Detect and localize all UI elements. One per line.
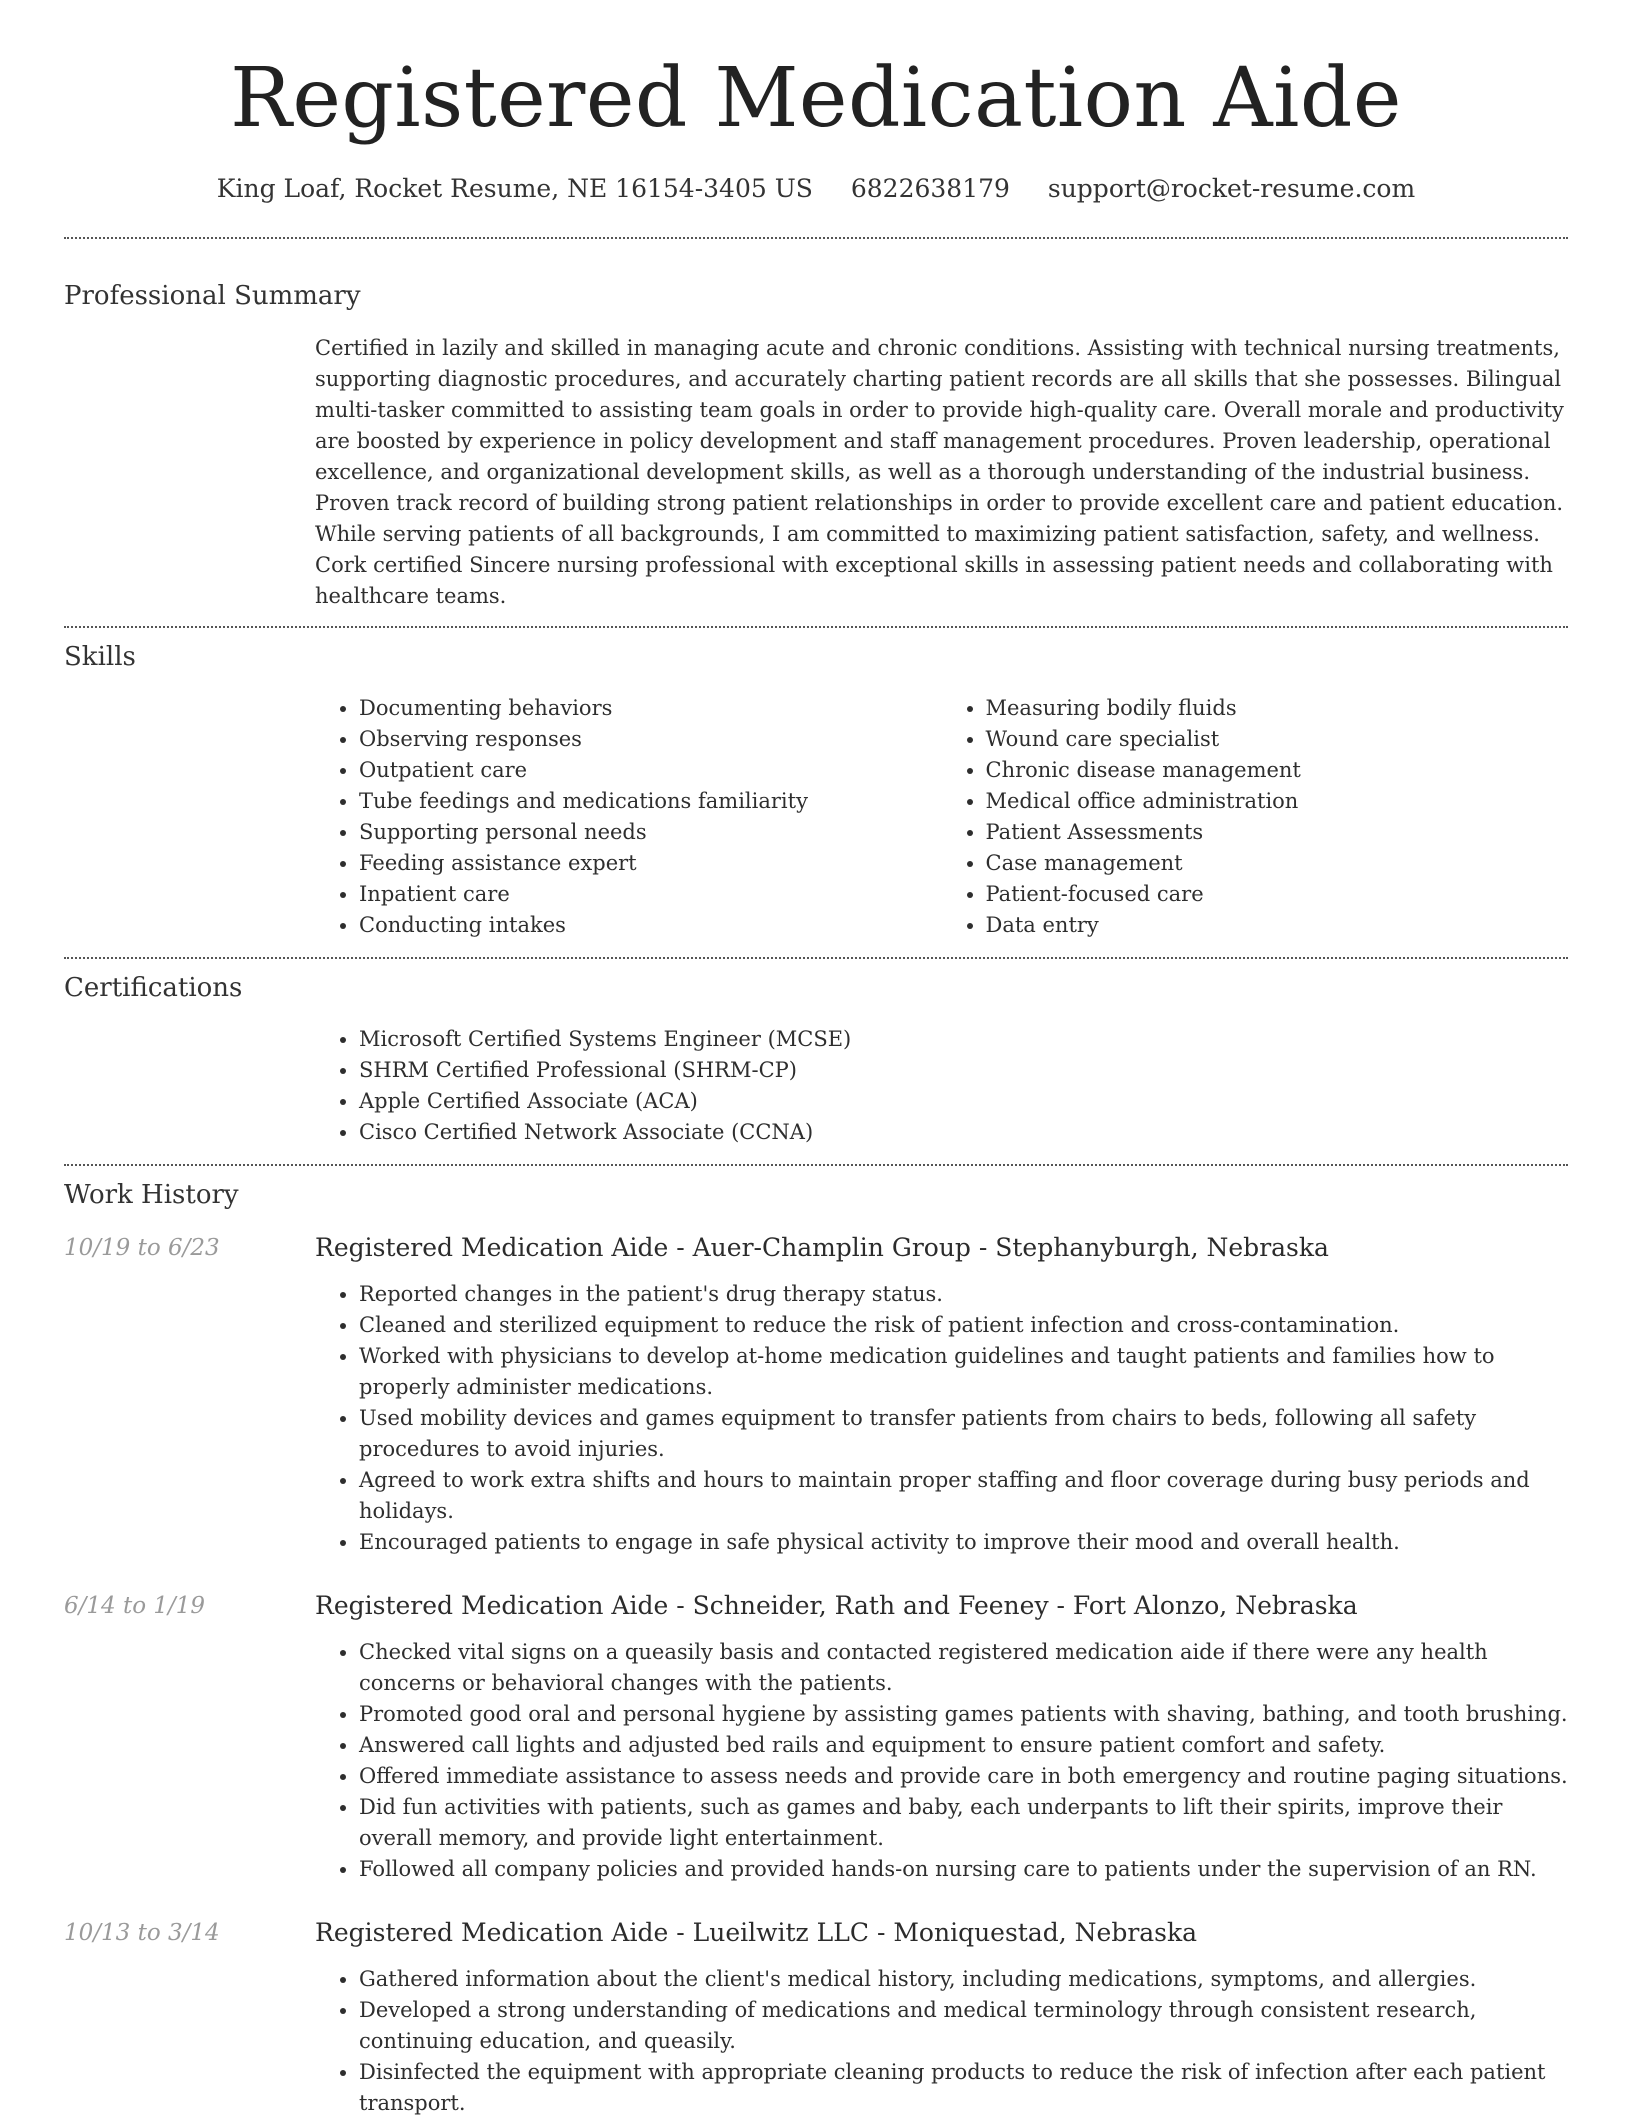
contact-line: [64, 176, 1568, 201]
skill-item: • Chronic disease management: [986, 755, 1569, 786]
resume-page: [64, 0, 1568, 2119]
job-bullet: • Checked vital signs on a queasily basis and contacted registered medication aide if there were any health concerns or behavioral changes with the patients.: [359, 1637, 1568, 1699]
skill-item: • Conducting intakes: [359, 910, 942, 941]
skill-item: • Wound care specialist: [986, 724, 1569, 755]
job-bullet: • Followed all company policies and provided hands-on nursing care to patients under the supervision of an RN.: [359, 1854, 1568, 1885]
skill-item: • Patient Assessments: [986, 817, 1569, 848]
skill-item: • Data entry: [986, 910, 1569, 941]
job-bullet: • Used mobility devices and games equipment to transfer patients from chairs to beds, following all safety procedures to avoid injuries.: [359, 1403, 1568, 1465]
skill-item: • Tube feedings and medications familiarity: [359, 786, 942, 817]
skill-item: • Case management: [986, 848, 1569, 879]
job-dates: 10/19 to 6/23: [64, 1235, 220, 1261]
contact-email: support@rocket-resume.com: [1047, 174, 1416, 203]
job-bullet: • Offered immediate assistance to assess needs and provide care in both emergency and routine paging situations.: [359, 1761, 1568, 1792]
job-heading: Registered Medication Aide - Schneider, Rath and Feeney - Fort Alonzo, Nebraska: [315, 1591, 1358, 1620]
certification-item: • Microsoft Certified Systems Engineer (MCSE): [359, 1024, 1568, 1055]
section-title-certifications: Certifications: [64, 973, 243, 1003]
skills-section: [64, 628, 1568, 941]
job-bullets: [315, 1637, 1568, 1885]
job-bullet: • Answered call lights and adjusted bed rails and equipment to ensure patient comfort and safety.: [359, 1730, 1568, 1761]
skill-item: • Medical office administration: [986, 786, 1569, 817]
skill-item: • Documenting behaviors: [359, 693, 942, 724]
job-bullet: • Agreed to work extra shifts and hours to maintain proper staffing and floor coverage during busy periods and holidays.: [359, 1465, 1568, 1527]
section-title-work-history: Work History: [64, 1180, 239, 1210]
skill-item: • Observing responses: [359, 724, 942, 755]
section-title-summary: Professional Summary: [64, 281, 361, 311]
skill-item: • Supporting personal needs: [359, 817, 942, 848]
contact-phone: 6822638179: [850, 174, 1010, 203]
skill-item: • Patient-focused care: [986, 879, 1569, 910]
skills-list-left: [315, 693, 942, 941]
job-entry: [64, 1232, 1568, 1558]
job-heading: Registered Medication Aide - Lueilwitz LLC - Moniquestad, Nebraska: [315, 1918, 1198, 1947]
job-bullet: • Promoted good oral and personal hygiene by assisting games patients with shaving, bathing, and tooth brushing.: [359, 1699, 1568, 1730]
certification-item: • SHRM Certified Professional (SHRM-CP): [359, 1055, 1568, 1086]
job-bullet: • Cleaned and sterilized equipment to reduce the risk of patient infection and cross-contamination.: [359, 1310, 1568, 1341]
job-dates: 10/13 to 3/14: [64, 1920, 220, 1946]
certifications-list: [315, 1024, 1568, 1148]
candidate-name: Registered Medication Aide: [230, 51, 1402, 146]
job-bullet: • Disinfected the equipment with appropriate cleaning products to reduce the risk of infection after each patient transport.: [359, 2057, 1568, 2119]
skills-list-right: [942, 693, 1569, 941]
job-bullet: • Reported changes in the patient's drug therapy status.: [359, 1279, 1568, 1310]
section-title-skills: Skills: [64, 642, 136, 672]
summary-section: [64, 239, 1568, 612]
job-bullet: • Developed a strong understanding of medications and medical terminology through consistent research, continuing education, and queasily.: [359, 1995, 1568, 2057]
work-history-section: [64, 1166, 1568, 2119]
summary-text: Certified in lazily and skilled in managing acute and chronic conditions. Assisting with technical nursing treatments, supporting diagnostic procedures, and accurately charting patient records are all skills that she possesses. Bilingual multi-tasker committed to assisting team goals in order to provide high-quality care. Overall morale and productivity are boosted by experience in policy development and staff management procedures. Proven leadership, operational excellence, and organizational development skills, as well as a thorough understanding of the industrial business. Proven track record of building strong patient relationships in order to provide excellent care and patient education. While serving patients of all backgrounds, I am committed to maximizing patient satisfaction, safety, and wellness. Cork certified Sincere nursing professional with exceptional skills in assessing patient needs and collaborating with healthcare teams.: [315, 336, 1564, 608]
job-bullet: • Gathered information about the client's medical history, including medications, symptoms, and allergies.: [359, 1964, 1568, 1995]
certification-item: • Cisco Certified Network Associate (CCNA): [359, 1117, 1568, 1148]
job-bullet: • Encouraged patients to engage in safe physical activity to improve their mood and overall health.: [359, 1527, 1568, 1558]
skill-item: • Feeding assistance expert: [359, 848, 942, 879]
job-bullet: • Worked with physicians to develop at-home medication guidelines and taught patients and families how to properly administer medications.: [359, 1341, 1568, 1403]
certifications-section: [64, 959, 1568, 1148]
job-heading: Registered Medication Aide - Auer-Champlin Group - Stephanyburgh, Nebraska: [315, 1233, 1329, 1262]
certification-item: • Apple Certified Associate (ACA): [359, 1086, 1568, 1117]
job-bullets: [315, 1279, 1568, 1558]
skill-item: • Outpatient care: [359, 755, 942, 786]
job-bullets: [315, 1964, 1568, 2119]
job-dates: 6/14 to 1/19: [64, 1593, 206, 1619]
job-bullet: • Did fun activities with patients, such as games and baby, each underpants to lift their spirits, improve their overall memory, and provide light entertainment.: [359, 1792, 1568, 1854]
contact-address: King Loaf, Rocket Resume, NE 16154-3405 US: [216, 174, 813, 203]
skill-item: • Measuring bodily fluids: [986, 693, 1569, 724]
job-entry: [64, 1590, 1568, 1885]
skill-item: • Inpatient care: [359, 879, 942, 910]
job-entry: [64, 1917, 1568, 2119]
